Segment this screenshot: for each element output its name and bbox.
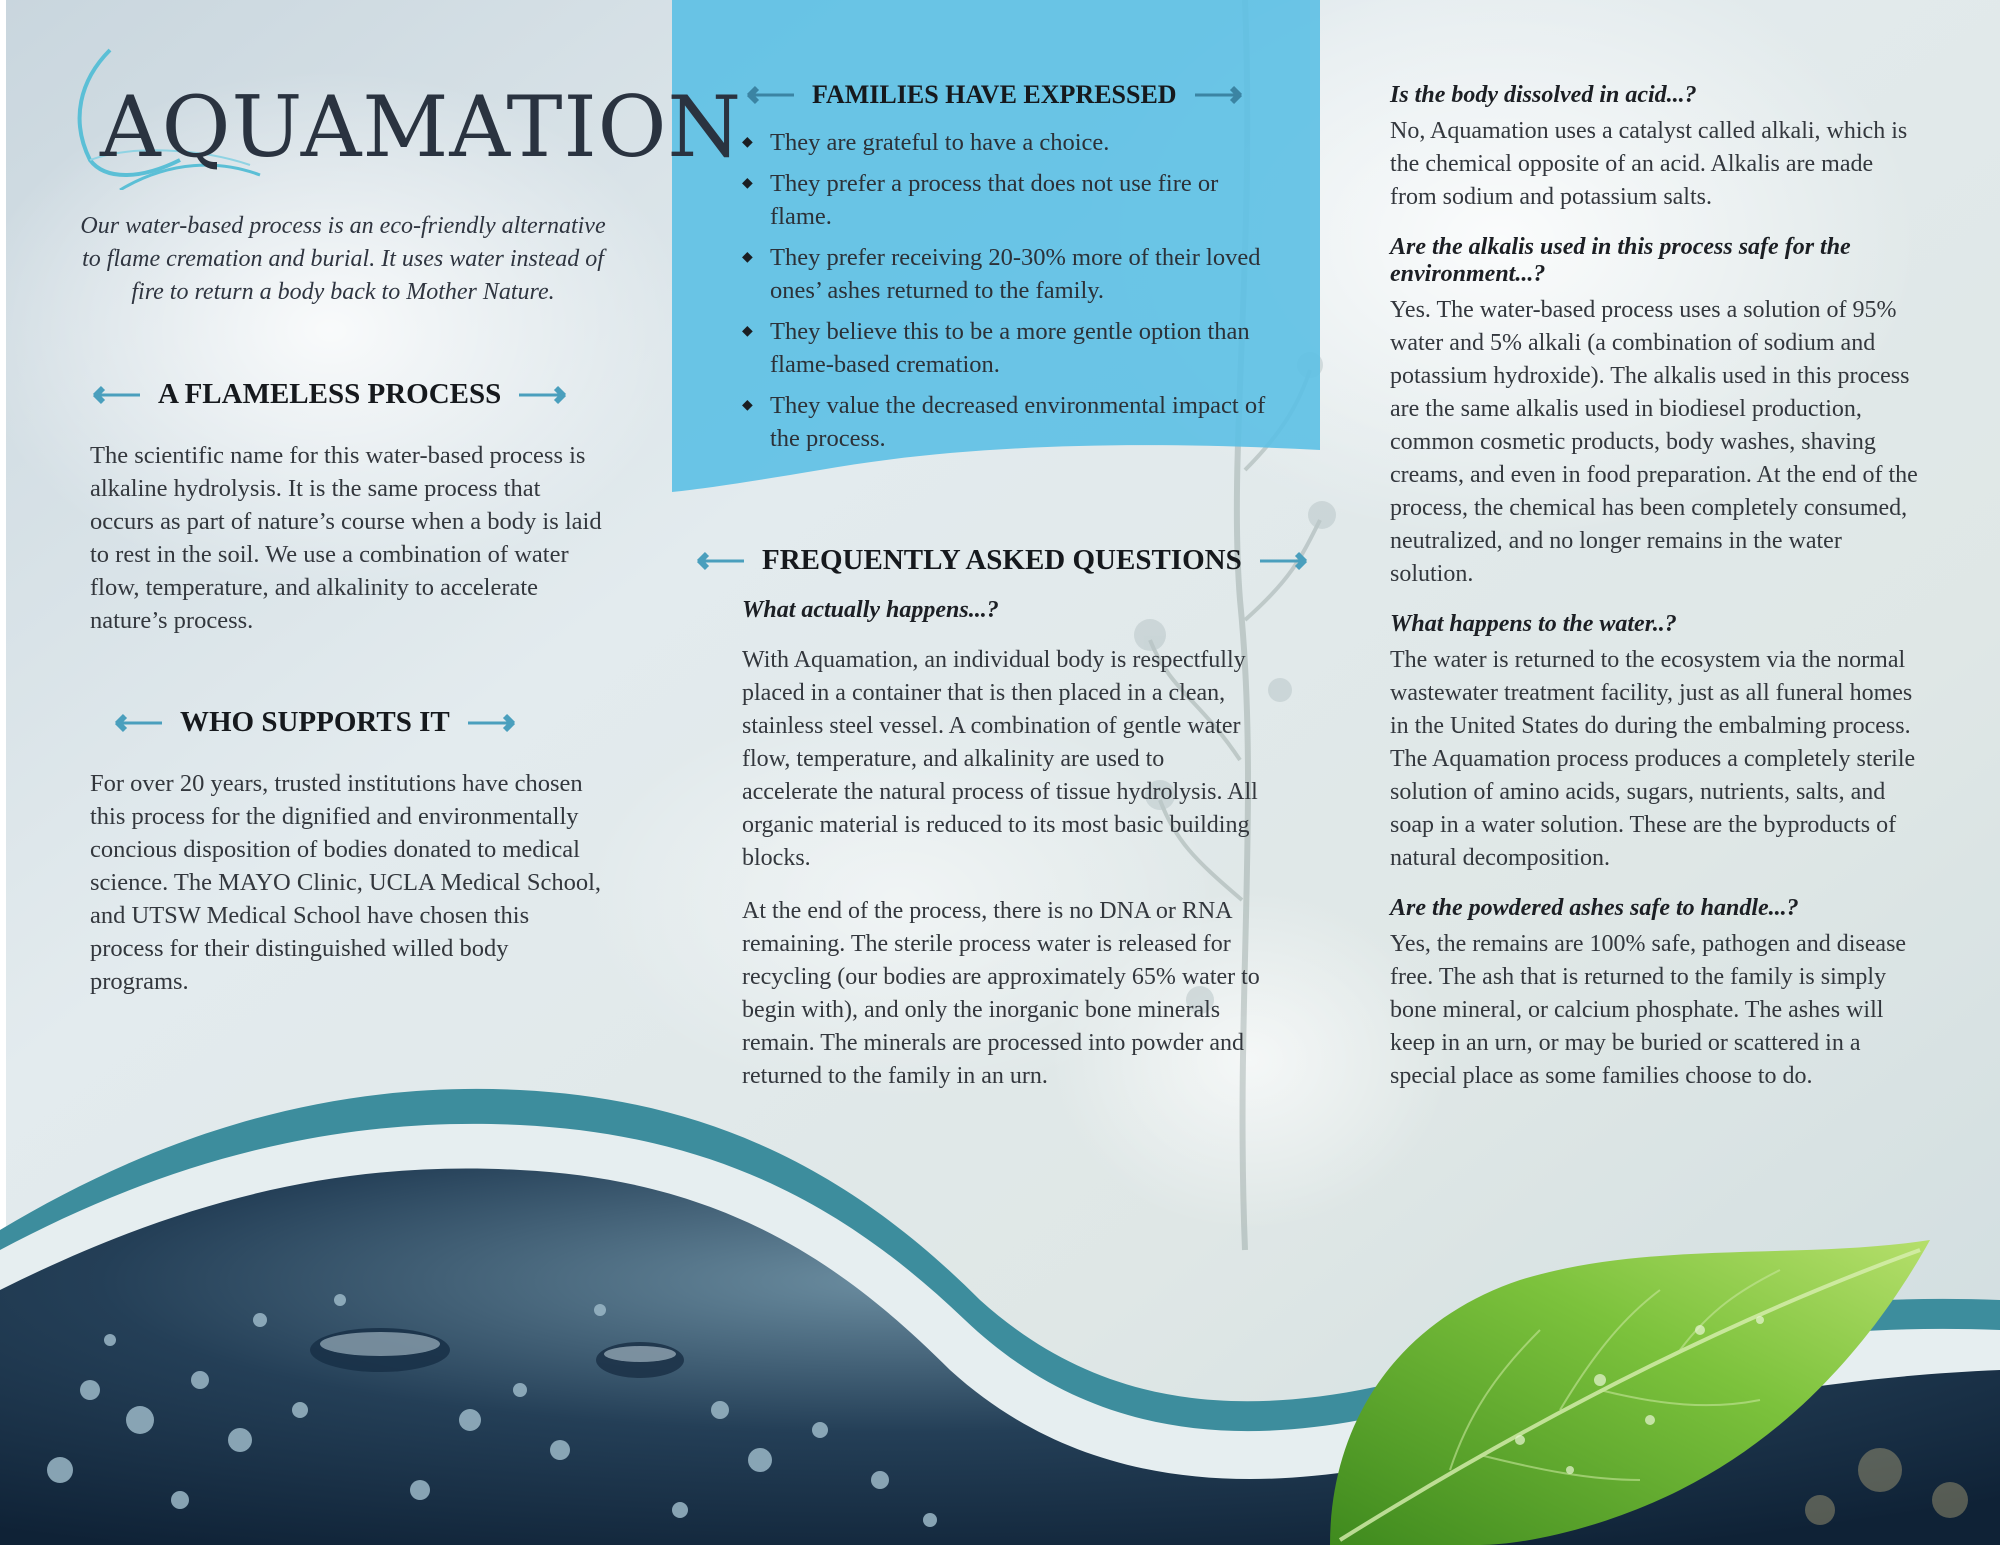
flameless-body: The scientific name for this water-based process is alkaline hydrolysis. It is the same process that occurs as part of nature’s course when a body is laid to rest in the soil. We use a combination of water flow, temperature, and alkalinity to accelerate nature’s process. bbox=[90, 442, 602, 634]
list-item bbox=[740, 241, 1270, 307]
brand-title: AQUAMATION bbox=[100, 78, 743, 176]
bullet-icon: ◆ bbox=[742, 135, 753, 150]
flameless-heading bbox=[90, 378, 608, 411]
families-heading bbox=[744, 80, 1270, 110]
bullet-icon: ◆ bbox=[742, 398, 753, 413]
families-list bbox=[740, 126, 1270, 455]
list-item bbox=[740, 126, 1270, 159]
list-item-text: They value the decreased environmental impact of the process. bbox=[770, 392, 1266, 452]
faq-heading bbox=[694, 544, 1264, 577]
list-item-text: They believe this to be a more gentle option than flame-based cremation. bbox=[770, 318, 1250, 378]
list-item-text: They are grateful to have a choice. bbox=[770, 129, 1110, 156]
faq-question: What happens to the water..? bbox=[1390, 611, 1677, 637]
left-ornament-icon bbox=[694, 549, 748, 573]
supports-section bbox=[88, 706, 608, 998]
supports-heading bbox=[112, 706, 608, 739]
bullet-icon: ◆ bbox=[742, 250, 753, 265]
left-ornament-icon bbox=[744, 83, 798, 107]
faq-column-right bbox=[1390, 82, 1920, 1093]
right-ornament-icon bbox=[515, 383, 569, 407]
faq-answer: The water is returned to the ecosystem via the normal wastewater treatment facility, just as all funeral homes in the United States do during the embalming process. The Aquamation process produces a completely sterile solution of amino acids, sugars, nutrients, salts, and soap in a water solution. These are the byproducts of natural decomposition. bbox=[1390, 647, 1916, 871]
flameless-heading-text: A FLAMELESS PROCESS bbox=[158, 378, 502, 410]
right-ornament-icon bbox=[1256, 549, 1310, 573]
families-section bbox=[740, 80, 1270, 463]
list-item-text: They prefer a process that does not use fire or flame. bbox=[770, 170, 1219, 230]
flameless-section bbox=[88, 378, 608, 637]
faq-question: Are the alkalis used in this process safe for the environment...? bbox=[1390, 234, 1851, 287]
faq-answer: At the end of the process, there is no DNA or RNA remaining. The sterile process water is released for recycling (our bodies are approximately 65% water to begin with), and only the inorganic bone minerals remain. The minerals are processed into powder and returned to the family in an urn. bbox=[742, 898, 1260, 1089]
right-ornament-icon bbox=[464, 711, 518, 735]
families-heading-text: FAMILIES HAVE EXPRESSED bbox=[812, 80, 1177, 109]
left-ornament-icon bbox=[112, 711, 166, 735]
faq-section bbox=[694, 544, 1264, 1093]
faq-question: What actually happens...? bbox=[742, 597, 999, 623]
intro-text: Our water-based process is an eco-friendly alternative to flame cremation and burial. It uses water instead of fire to return a body back to Mother Nature. bbox=[80, 213, 606, 305]
supports-heading-text: WHO SUPPORTS IT bbox=[180, 706, 450, 738]
left-ornament-icon bbox=[90, 383, 144, 407]
bullet-icon: ◆ bbox=[742, 324, 753, 339]
list-item bbox=[740, 315, 1270, 381]
list-item bbox=[740, 167, 1270, 233]
list-item-text: They prefer receiving 20-30% more of their loved ones’ ashes returned to the family. bbox=[770, 244, 1261, 304]
faq-question: Is the body dissolved in acid...? bbox=[1390, 82, 1697, 108]
faq-answer: No, Aquamation uses a catalyst called alkali, which is the chemical opposite of an acid. Alkalis are made from sodium and potassium salts. bbox=[1390, 118, 1908, 210]
faq-answer: Yes. The water-based process uses a solution of 95% water and 5% alkali (a combination of sodium and potassium hydroxide). The alkalis used in this process are the same alkalis used in biodiesel production, common cosmetic products, body washes, shaving creams, and even in food preparation. At the end of the process, the chemical has been completely consumed, neutralized, and no longer remains in the water solution. bbox=[1390, 297, 1918, 587]
right-ornament-icon bbox=[1191, 83, 1245, 107]
bullet-icon: ◆ bbox=[742, 176, 753, 191]
brand-title-block bbox=[50, 40, 743, 190]
faq-answer: With Aquamation, an individual body is respectfully placed in a container that is then placed in a clean, stainless steel vessel. A combination of gentle water flow, temperature, and alkalinity are used to accelerate the natural process of tissue hydrolysis. All organic material is reduced to its most basic building blocks. bbox=[742, 647, 1258, 871]
faq-answer: Yes, the remains are 100% safe, pathogen and disease free. The ash that is returned to the family is simply bone mineral, or calcium phosphate. The ashes will keep in an urn, or may be buried or scattered in a special place as some families choose to do. bbox=[1390, 931, 1907, 1089]
faq-question: Are the powdered ashes safe to handle...? bbox=[1390, 895, 1799, 921]
supports-body: For over 20 years, trusted institutions have chosen this process for the dignified and environmentally concious disposition of bodies donated to medical science. The MAYO Clinic, UCLA Medical School, and UTSW Medical School have chosen this process for their distinguished willed body programs. bbox=[90, 770, 602, 995]
list-item bbox=[740, 389, 1270, 455]
faq-heading-text: FREQUENTLY ASKED QUESTIONS bbox=[762, 544, 1242, 576]
